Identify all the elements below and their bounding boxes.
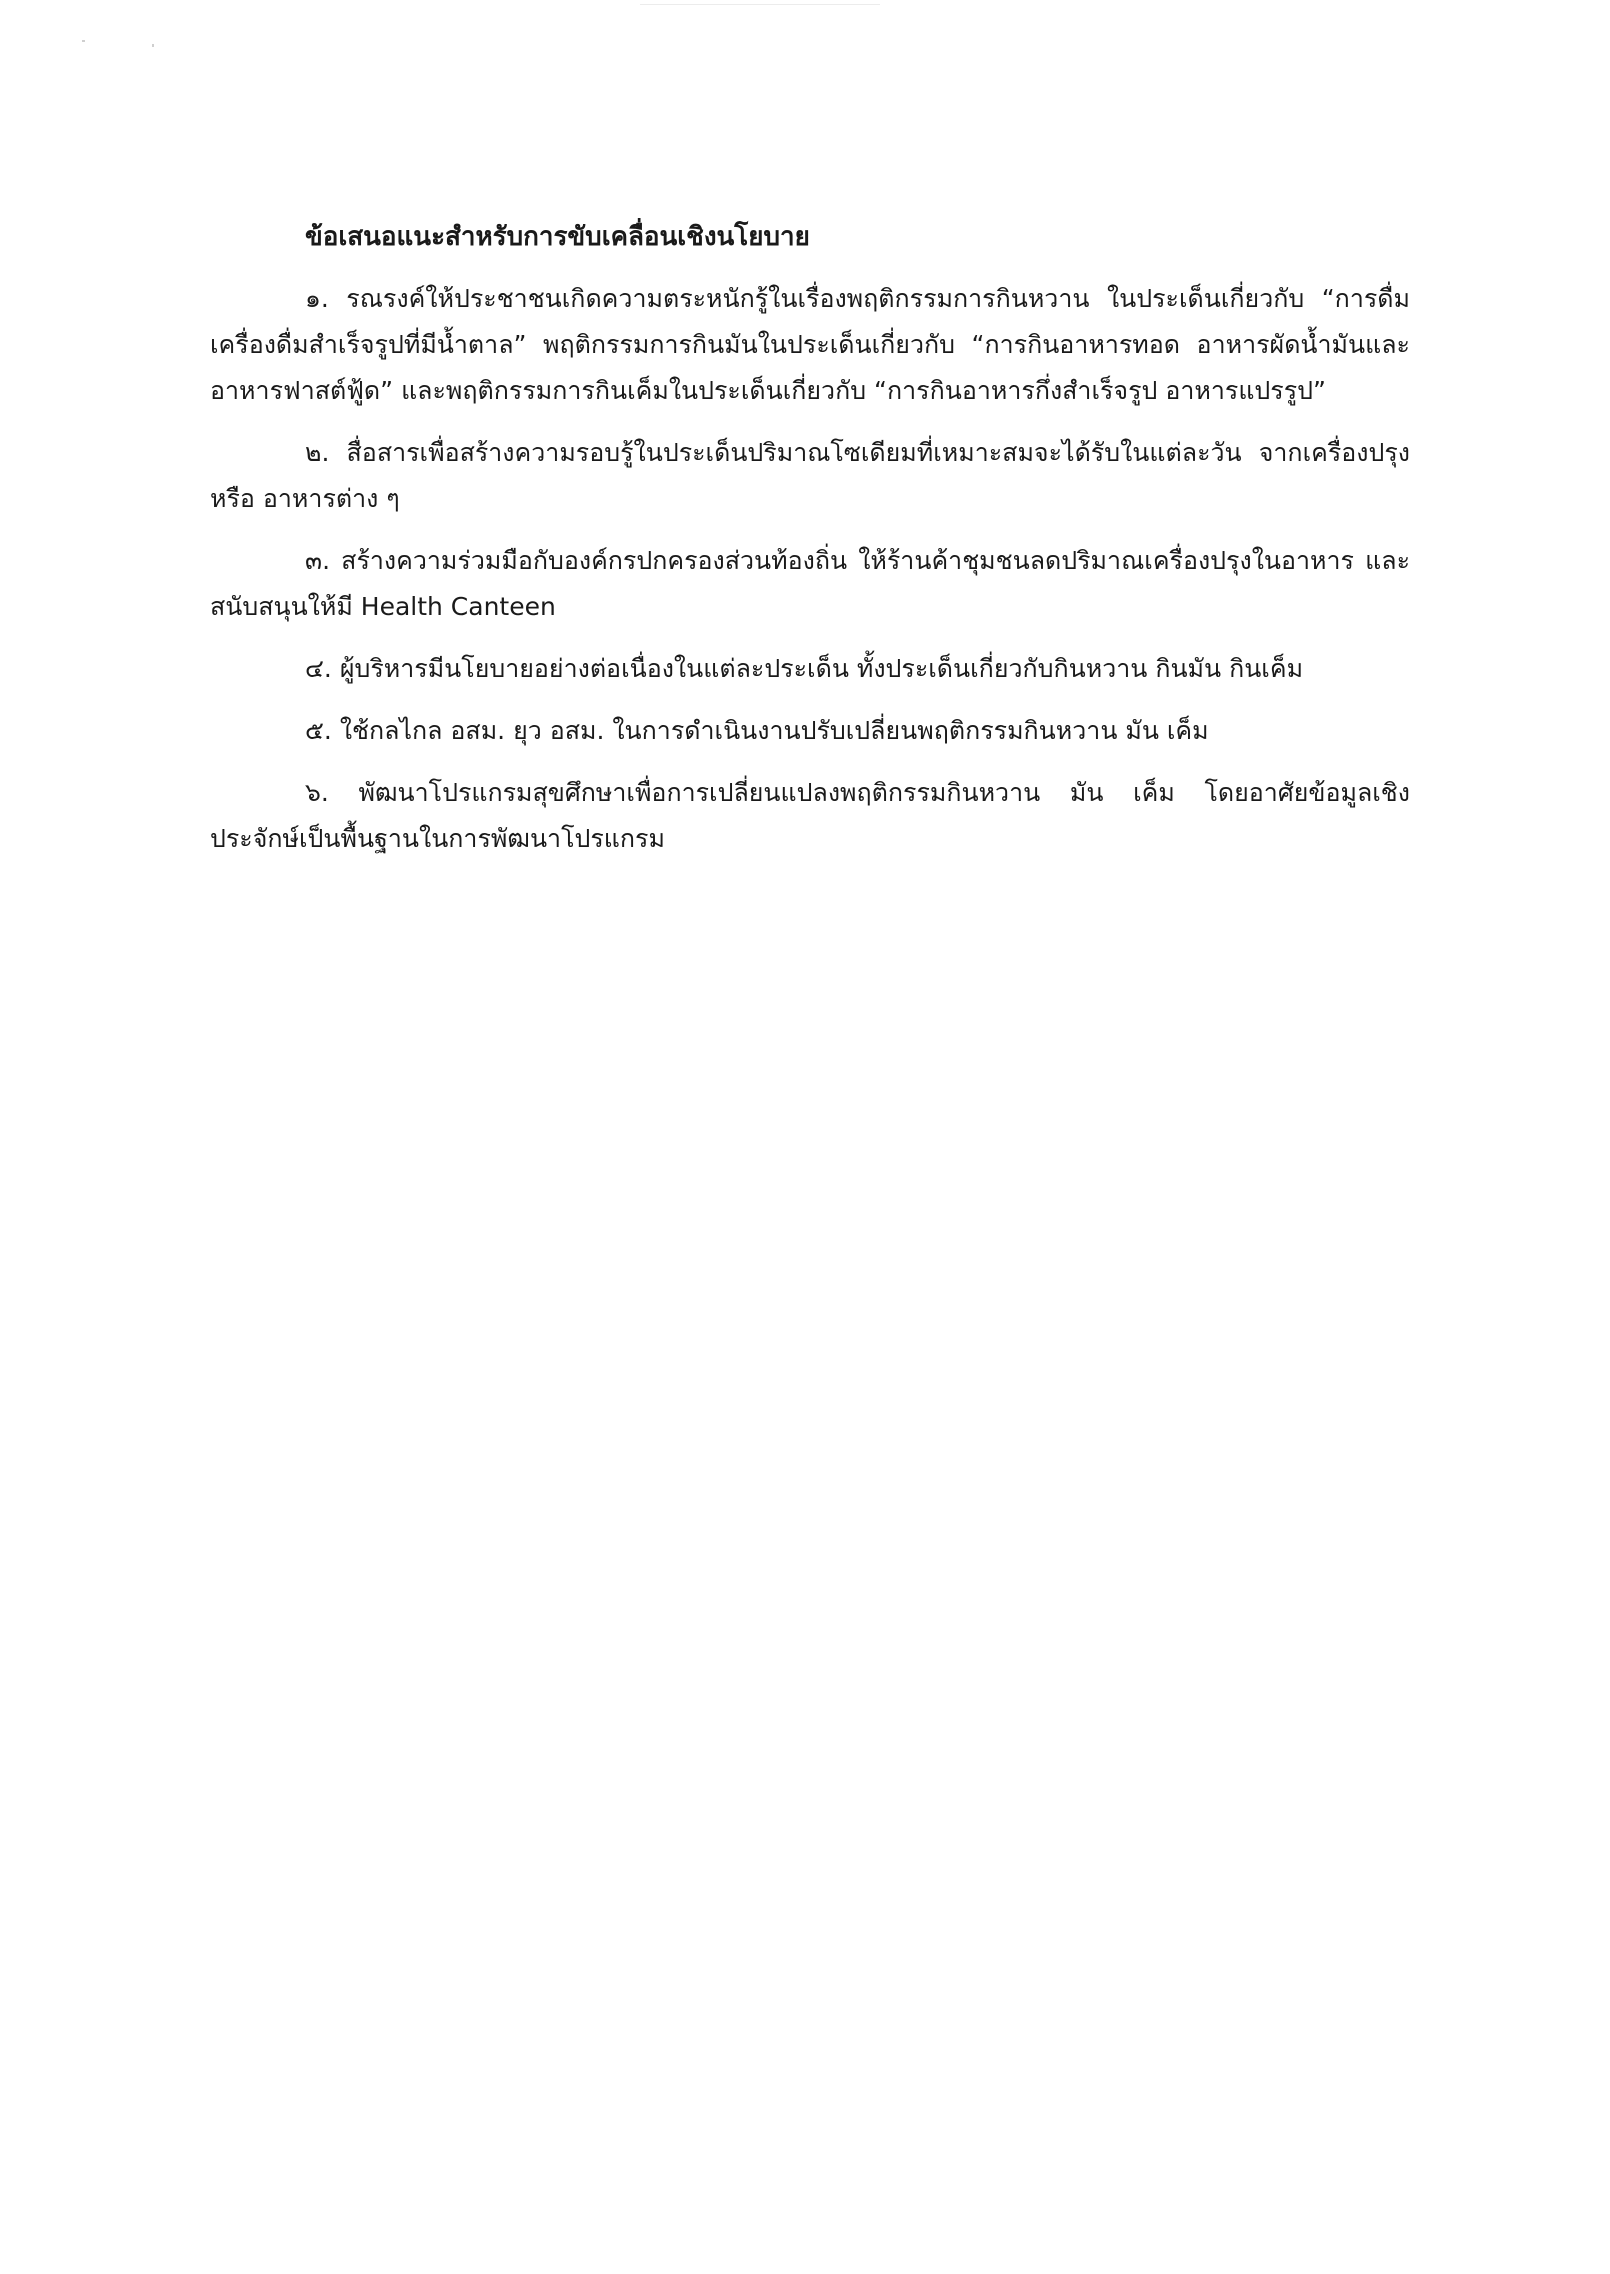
section-heading: ข้อเสนอแนะสำหรับการขับเคลื่อนเชิงนโยบาย <box>305 222 810 252</box>
recommendation-6: ๖. พัฒนาโปรแกรมสุขศึกษาเพื่อการเปลี่ยนแปลงพฤติกรรมกินหวาน มัน เค็ม โดยอาศัยข้อมูลเชิงประจักษ์เป็นพื้นฐานในการพัฒนาโปรแกรม <box>210 778 1410 853</box>
scan-speck <box>152 44 154 47</box>
recommendation-5: ๕. ใช้กลไกล อสม. ยุว อสม. ในการดำเนินงานปรับเปลี่ยนพฤติกรรมกินหวาน มัน เค็ม <box>305 716 1209 745</box>
recommendation-4: ๔. ผู้บริหารมีนโยบายอย่างต่อเนื่องในแต่ละประเด็น ทั้งประเด็นเกี่ยวกับกินหวาน กินมัน กินเค็ม <box>305 654 1304 683</box>
recommendation-2: ๒. สื่อสารเพื่อสร้างความรอบรู้ในประเด็นปริมาณโซเดียมที่เหมาะสมจะได้รับในแต่ละวัน จากเครื่องปรุง หรือ อาหารต่าง ๆ <box>210 438 1410 513</box>
scan-edge-line <box>640 4 880 5</box>
scan-speck <box>82 40 85 42</box>
recommendation-1: ๑. รณรงค์ให้ประชาชนเกิดความตระหนักรู้ในเรื่องพฤติกรรมการกินหวาน ในประเด็นเกี่ยวกับ “การดื่มเครื่องดื่มสำเร็จรูปที่มีน้ำตาล” พฤติกรรมการกินมันในประเด็นเกี่ยวกับ “การกินอาหารทอด อาหารผัดน้ำมันและอาหารฟาสต์ฟู้ด” และพฤติกรรมการกินเค็มในประเด็นเกี่ยวกับ “การกินอาหารกึ่งสำเร็จรูป อาหารแปรรูป” <box>210 284 1410 405</box>
document-body <box>210 214 1410 878</box>
recommendation-3: ๓. สร้างความร่วมมือกับองค์กรปกครองส่วนท้องถิ่น ให้ร้านค้าชุมชนลดปริมาณเครื่องปรุงในอาหาร และสนับสนุนให้มี Health Canteen <box>210 546 1410 621</box>
